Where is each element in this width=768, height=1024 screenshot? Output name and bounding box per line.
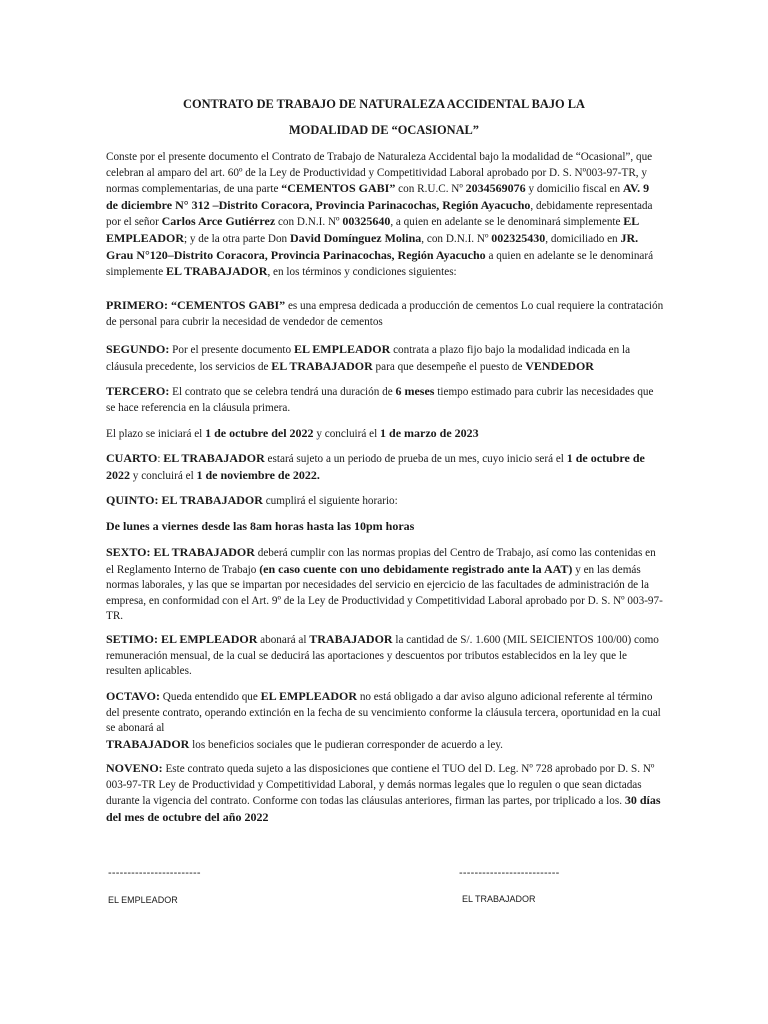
job-position: VENDEDOR [525,358,594,373]
text: estará sujeto a un periodo de prueba de un mes, cuyo inicio será el [264,453,567,465]
text: tiempo estimado para cubrir las necesidades que se hace referencia en la cláusula primera. [106,386,654,414]
text: , domiciliado en [545,232,621,245]
employer-representative: Carlos Arce Gutiérrez [161,214,276,229]
text: es una empresa dedicada a producción de cementos Lo cual requiere la contratación de personal para cubrir la necesidad de vendedor de cementos [106,300,664,328]
clause-octavo [106,689,664,753]
term-worker: EL TRABAJADOR [163,451,265,465]
term-employer: EL EMPLEADOR [260,689,358,703]
text: con D.N.I. Nº [275,216,343,229]
contract-period [106,426,664,443]
clause-setimo [106,632,664,680]
text: , en los términos y condiciones siguientes: [267,266,457,279]
text: Queda entendido que [160,691,261,703]
clause-heading: SEXTO: EL TRABAJADOR [106,545,255,559]
ruc-number: 2034569076 [465,181,526,196]
signing-date: 30 días del mes de octubre del año 2022 [106,793,661,824]
text: a quien en adelante se le denominará simplemente [106,249,654,279]
employer-signature-line: ------------------------ [108,867,201,879]
worker-address: JR. Grau N°120–Distrito Coracora, Provincia Parinacochas, Región Ayacucho [106,230,639,262]
text: y en las demás normas laborales, y las que se impartan por necesidades del servicio en ejercicio de las facultades de administración de la empresa, en conformidad con el Art. 9º de la Ley de Productividad y Competitividad Laboral aprobado por D. S. Nº 003-97-TR. [106,563,663,623]
text: Este contrato queda sujeto a las disposiciones que contiene el TUO del D. Leg. Nº 728 aprobado por D. S. Nº 003-97-TR Ley de Productividad y Competitividad Laboral, y demás normas legales que lo regulen o que sean dictadas durante la vigencia del contrato. Conforme con todas las cláusulas anteriores, firman las partes, por triplicado a los. [106,763,655,808]
company-name: “CEMENTOS GABI” [281,181,396,196]
clause-sexto [106,545,664,625]
text: con R.U.C. Nº [395,183,466,196]
text: la cantidad de S/. 1.600 (MIL SEICIENTOS 100/00) como remuneración mensual, de la cual se deducirá las aportaciones y descuentos por tributos establecidos en la ley que le resulten aplicables. [106,634,659,678]
text: ; y de la otra parte Don [184,232,290,245]
worker-signature-label: EL TRABAJADOR [462,894,536,904]
work-schedule [106,519,664,536]
intro-paragraph [106,150,664,281]
text: Conste por el presente documento el Contrato de Trabajo de Naturaleza Accidental bajo la modalidad de “Ocasional”, que celebran al amparo del art. 60º de la Ley de Productividad y Competitividad Laboral aprobado por D. S. Nº003-97-TR, y normas complementarias, de una parte [106,151,653,196]
schedule-text: De lunes a viernes desde las 8am horas hasta las 10pm horas [106,519,415,533]
clause-noveno [106,761,664,826]
trial-start-date: 1 de octubre de 2022 [106,451,645,482]
worker-signature-line: -------------------------- [459,867,560,879]
text: deberá cumplir con las normas propias del Centro de Trabajo, así como las contenidas en el Reglamento Interno de Trabajo [106,547,656,576]
clause-heading: OCTAVO: [106,689,160,703]
trial-end-date: 1 de noviembre de 2022. [196,467,320,482]
text: los beneficios sociales que le pudieran corresponder de acuerdo a ley. [189,738,503,751]
term-worker: EL TRABAJADOR [271,358,373,373]
worker-dni: 002325430 [491,230,546,245]
clause-heading: TERCERO: [106,384,170,398]
clause-heading: QUINTO: EL TRABAJADOR [106,493,263,507]
contract-duration: 6 meses [395,384,435,398]
text: , con D.N.I. Nº [421,232,492,245]
text: cumplirá el siguiente horario: [262,495,398,507]
clause-heading: SETIMO: EL EMPLEADOR [106,632,258,646]
text: : [157,453,164,465]
text: , debidamente representada por el señor [106,199,653,229]
text: abonará al [257,634,310,646]
term-worker: EL TRABAJADOR [165,264,268,279]
employer-signature-label: EL EMPLEADOR [108,895,178,905]
text: El plazo se iniciará el [106,428,206,440]
clause-heading: PRIMERO: “CEMENTOS GABI” [106,298,286,312]
clause-tercero [106,384,664,416]
document-title-line2: MODALIDAD DE “OCASIONAL” [288,123,479,137]
clause-heading: SEGUNDO: [106,342,170,356]
clause-heading: NOVENO: [106,761,163,775]
text: y concluirá el [313,428,381,440]
clause-primero [106,298,664,330]
document-title-line1: CONTRATO DE TRABAJO DE NATURALEZA ACCIDENTAL BAJO LA [183,97,585,111]
clause-quinto [106,493,664,510]
clause-segundo [106,342,664,375]
term-employer: EL EMPLEADOR [293,342,391,356]
regulation-note: (en caso cuente con uno debidamente registrado ante la AAT) [259,561,573,576]
term-employer: EL EMPLEADOR [106,214,639,245]
employer-address: AV. 9 de diciembre N° 312 –Distrito Coracora, Provincia Parinacochas, Región Ayacucho [106,181,650,212]
term-worker: TRABAJADOR [309,632,393,646]
text: no está obligado a dar aviso alguno adicional referente al término del presente contrato, operando extinción en la fecha de su vencimiento conforme la cláusula tercera, oportunidad en la cual se abonará al [106,691,661,735]
text: para que desempeñe el puesto de [372,360,526,373]
end-date: 1 de marzo de 2023 [380,426,479,440]
text: El contrato que se celebra tendrá una duración de [169,386,396,398]
text: contrata a plazo fijo bajo la modalidad indicada en la cláusula precedente, los servicios de [106,344,631,373]
text: y concluirá el [130,469,197,482]
start-date: 1 de octubre del 2022 [205,426,314,440]
clause-cuarto [106,451,664,484]
worker-name: David Domínguez Molina [289,230,422,245]
text: y domicilio fiscal en [525,183,623,196]
term-worker: TRABAJADOR [106,736,190,751]
clause-heading: CUARTO [106,451,158,465]
text: Por el presente documento [169,344,294,356]
text: , a quien en adelante se le denominará simplemente [390,216,624,229]
employer-dni: 00325640 [342,214,391,229]
